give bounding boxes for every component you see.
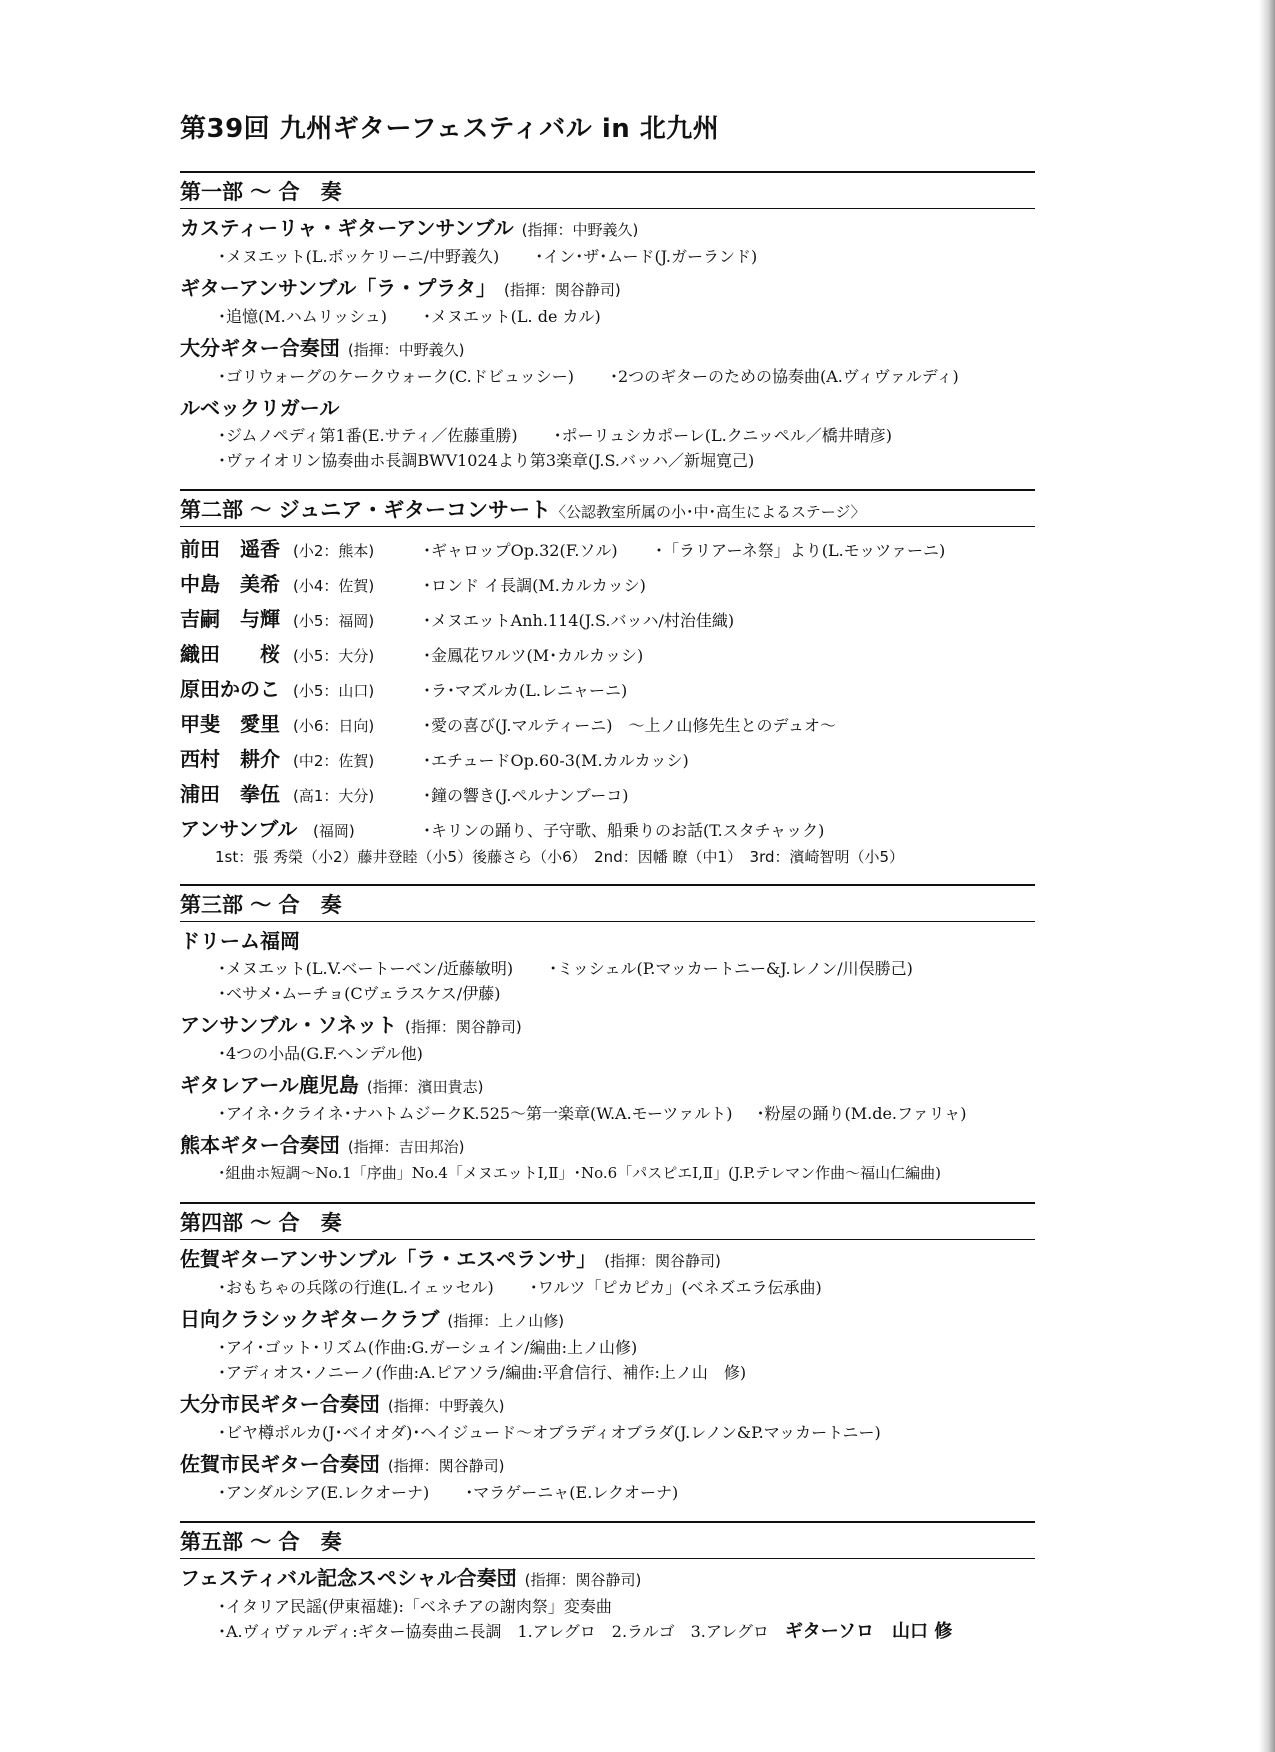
- performer-name: 西村 耕介: [180, 747, 280, 771]
- group-name: 熊本ギター合奏団: [180, 1133, 340, 1157]
- group-name: 大分市民ギター合奏団: [180, 1392, 380, 1416]
- piece: ･2つのギターのための協奏曲(A.ヴィヴァルディ): [609, 367, 959, 386]
- program-document: [180, 108, 1035, 1660]
- piece: ･アイ･ゴット･リズム(作曲:G.ガーシュイン/編曲:上ノ山修): [218, 1338, 638, 1357]
- group-name: フェスティバル記念スペシャル合奏団: [180, 1566, 517, 1590]
- group-name: ドリーム福岡: [180, 929, 300, 953]
- piece: ･ゴリウォーグのケークウォーク(C.ドビュッシー): [218, 367, 574, 386]
- part1-group-4: [180, 395, 1035, 473]
- piece: ･ビヤ樽ポルカ(J･ベイオダ)･ヘイジュード～オブラディオブラダ(J.レノン&P.マッカートニー): [218, 1423, 881, 1442]
- part3-heading: 第三部 ～ 合 奏: [180, 884, 1035, 922]
- performer-name: 吉嗣 与輝: [180, 607, 280, 631]
- piece: ･4つの小品(G.F.ヘンデル他): [218, 1044, 423, 1063]
- group-conductor: (指揮：関谷静司): [405, 1018, 522, 1036]
- piece: ･粉屋の踊り(M.de.ファリャ): [756, 1104, 967, 1123]
- performer-piece: ･鐘の響き(J.ペルナンブーコ): [423, 786, 629, 805]
- performer-row: [180, 533, 1035, 568]
- piece: ･マラゲーニャ(E.レクオーナ): [465, 1483, 679, 1502]
- performer-grade: (中2：佐賀): [293, 752, 375, 770]
- performer-row: [180, 778, 1035, 813]
- part1-section: [180, 171, 1035, 473]
- part3-group-3: [180, 1072, 1035, 1126]
- performer-grade: (高1：大分): [293, 787, 375, 805]
- part2-heading-text: 第二部 ～ ジュニア・ギターコンサート: [180, 497, 551, 522]
- part4-group-4: [180, 1451, 1035, 1505]
- performer-name: 原田かのこ: [180, 677, 280, 701]
- performer-row: [180, 603, 1035, 638]
- group-conductor: (指揮：中野義久): [521, 221, 639, 239]
- piece: ･ベサメ･ムーチョ(Cヴェラスケス/伊藤): [218, 984, 501, 1003]
- group-name: ギターアンサンブル「ラ・プラタ」: [180, 276, 496, 300]
- performer-grade: (小5：大分): [293, 647, 375, 665]
- part4-heading: 第四部 ～ 合 奏: [180, 1202, 1035, 1240]
- performer-name: 織田 桜: [180, 642, 280, 666]
- performer-piece: ･エチュードOp.60-3(M.カルカッシ): [423, 751, 689, 770]
- piece: ･おもちゃの兵隊の行進(L.イェッセル): [218, 1278, 494, 1297]
- part4-group-2: [180, 1306, 1035, 1385]
- part4-section: [180, 1202, 1035, 1505]
- performer-grade: (小5：福岡): [293, 612, 375, 630]
- performer-grade: (小4：佐賀): [293, 577, 375, 595]
- piece: ･ワルツ「ピカピカ」(ベネズエラ伝承曲): [529, 1278, 822, 1297]
- part4-group-3: [180, 1391, 1035, 1445]
- group-conductor: (指揮：関谷静司): [387, 1457, 505, 1475]
- performer-row: [180, 568, 1035, 603]
- performer-piece: ･愛の喜び(J.マルティーニ) ～上ノ山修先生とのデュオ～: [423, 716, 836, 735]
- part3-group-2: [180, 1012, 1035, 1066]
- piece: ･アイネ･クライネ･ナハトムジークK.525～第一楽章(W.A.モーツァルト): [218, 1104, 733, 1123]
- performer-grade: (小2：熊本): [293, 542, 375, 560]
- performer-name: 甲斐 愛里: [180, 712, 280, 736]
- performer-grade: (小5：山口): [293, 682, 375, 700]
- performer-name: 中島 美希: [180, 572, 280, 596]
- group-name: 大分ギター合奏団: [180, 336, 340, 360]
- group-conductor: (指揮：濱田貴志): [366, 1078, 484, 1096]
- part5-heading: 第五部 ～ 合 奏: [180, 1521, 1035, 1559]
- performer-grade: (福岡): [313, 822, 355, 840]
- piece: ･A.ヴィヴァルディ:ギター協奏曲ニ長調 1.アレグロ 2.ラルゴ 3.アレグロ: [218, 1622, 769, 1641]
- performer-name: 前田 遥香: [180, 537, 280, 561]
- page-title: 第39回 九州ギターフェスティバル in 北九州: [180, 114, 720, 144]
- group-name: ルベックリガール: [180, 396, 340, 420]
- piece: ･ジムノペディ第1番(E.サティ／佐藤重勝): [218, 426, 518, 445]
- group-conductor: (指揮：上ノ山修): [447, 1312, 565, 1330]
- piece: ･イタリア民謡(伊東福雄):「ベネチアの謝肉祭」変奏曲: [218, 1597, 612, 1616]
- group-conductor: (指揮：関谷静司): [604, 1252, 721, 1270]
- part1-group-3: [180, 335, 1035, 389]
- part4-group-1: [180, 1246, 1035, 1300]
- group-name: 日向クラシックギタークラブ: [180, 1307, 440, 1331]
- part1-heading: 第一部 ～ 合 奏: [180, 171, 1035, 209]
- performer-grade: (小6：日向): [293, 717, 375, 735]
- piece: ･メヌエット(L.ボッケリーニ/中野義久): [218, 247, 500, 266]
- performer-row: [180, 638, 1035, 673]
- soloist: ギターソロ 山口 修: [784, 1621, 953, 1642]
- piece: ･アディオス･ノニーノ(作曲:A.ピアソラ/編曲:平倉信行、補作:上ノ山 修): [218, 1363, 747, 1382]
- part2-heading: [180, 489, 1035, 527]
- part3-section: [180, 884, 1035, 1186]
- piece: ･組曲ホ短調～No.1「序曲」No.4「メヌエットⅠ,Ⅱ」･No.6「パスピエⅠ,Ⅱ」(J.P.テレマン作曲～福山仁編曲): [218, 1164, 941, 1182]
- piece: ･イン･ザ･ムード(J.ガーランド): [535, 247, 758, 266]
- performer-row: [180, 743, 1035, 778]
- group-name: 佐賀ギターアンサンブル「ラ・エスペランサ」: [180, 1247, 597, 1271]
- group-name: アンサンブル・ソネット: [180, 1013, 397, 1037]
- group-name: ギタレアール鹿児島: [180, 1073, 359, 1097]
- performer-piece: ･ギャロップOp.32(F.ソル): [423, 541, 618, 560]
- group-conductor: (指揮：関谷静司): [524, 1571, 642, 1589]
- piece: ･ヴァイオリン協奏曲ホ長調BWV1024より第3楽章(J.S.バッハ／新堀寛己): [218, 451, 755, 470]
- part2-note: 〈公認教室所属の小･中･高生によるステージ〉: [551, 503, 866, 521]
- piece: ･追憶(M.ハムリッシュ): [218, 307, 387, 326]
- performer-piece: ･キリンの踊り、子守歌、船乗りのお話(T.スタチャック): [423, 821, 825, 840]
- performer-piece: ･ロンド イ長調(M.カルカッシ): [423, 576, 646, 595]
- part1-group-1: [180, 215, 1035, 269]
- group-conductor: (指揮：関谷静司): [504, 281, 621, 299]
- performer-name: アンサンブル: [180, 817, 298, 841]
- performer-piece: ･金鳳花ワルツ(M･カルカッシ): [423, 646, 644, 665]
- performer-piece: ･メヌエットAnh.114(J.S.バッハ/村治佳織): [423, 611, 735, 630]
- performer-piece: ･「ラリアーネ祭」より(L.モッツァーニ): [655, 541, 946, 560]
- group-name: カスティーリャ・ギターアンサンブル: [180, 216, 514, 240]
- piece: ･メヌエット(L.V.ベートーベン/近藤敏明): [218, 959, 514, 978]
- group-conductor: (指揮：中野義久): [347, 341, 465, 359]
- part3-group-1: [180, 928, 1035, 1006]
- group-conductor: (指揮：中野義久): [387, 1397, 505, 1415]
- part5-section: [180, 1521, 1035, 1644]
- ensemble-members: 1st：張 秀榮（小2）藤井登睦（小5）後藤さら（小6） 2nd：因幡 瞭（中1） 3rd：濱崎智明（小5）: [215, 848, 905, 866]
- part5-group-1: [180, 1565, 1035, 1644]
- piece: ･ミッシェル(P.マッカートニー&J.レノン/川俣勝己): [549, 959, 913, 978]
- performer-row: [180, 813, 1035, 848]
- group-name: 佐賀市民ギター合奏団: [180, 1452, 380, 1476]
- part3-group-4: [180, 1132, 1035, 1186]
- performer-piece: ･ラ･マズルカ(L.レニャーニ): [423, 681, 628, 700]
- performer-row: [180, 708, 1035, 743]
- group-conductor: (指揮：吉田邦治): [347, 1138, 465, 1156]
- piece: ･アンダルシア(E.レクオーナ): [218, 1483, 430, 1502]
- piece: ･ポーリュシカポーレ(L.クニッペル／橋井晴彦): [553, 426, 893, 445]
- performer-name: 浦田 拳伍: [180, 782, 280, 806]
- piece: ･メヌエット(L. de カル): [423, 307, 601, 326]
- page-edge-shadow: [1259, 0, 1275, 1752]
- part1-group-2: [180, 275, 1035, 329]
- performer-row: [180, 673, 1035, 708]
- part2-section: [180, 489, 1035, 868]
